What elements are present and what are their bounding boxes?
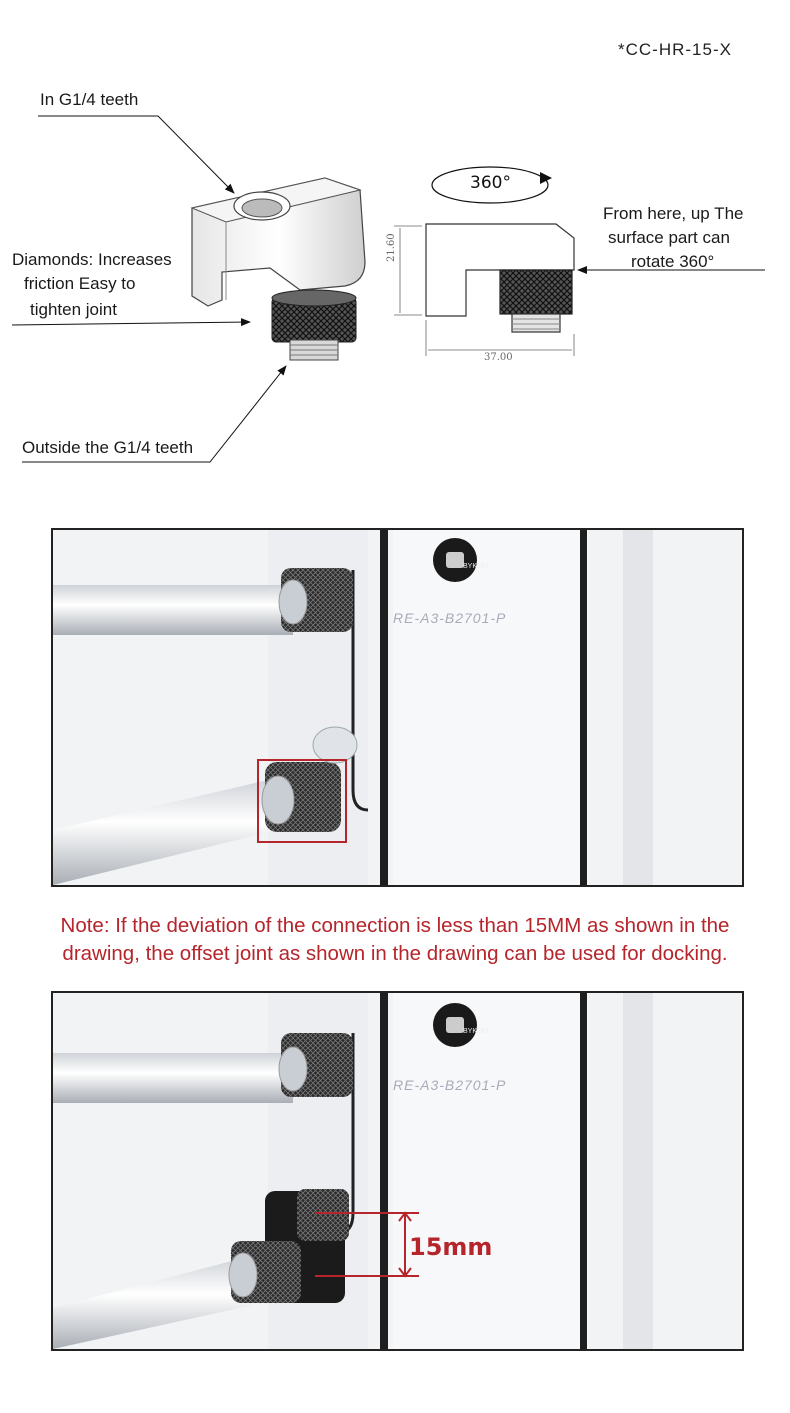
fitting-3d	[192, 178, 365, 360]
label-rotate-3: rotate 360°	[631, 252, 715, 271]
label-in-teeth: In G1/4 teeth	[40, 90, 139, 109]
label-rotate-2: surface part can	[608, 228, 730, 247]
photo1-scene	[53, 530, 742, 885]
offset-label: 15mm	[409, 1233, 493, 1261]
photo2-scene	[53, 993, 742, 1349]
install-photo-after	[51, 991, 744, 1351]
photo1-plate-text: RE-A3-B2701-P	[393, 610, 507, 626]
rotation-arrowhead	[540, 172, 552, 184]
product-diagram	[0, 0, 790, 490]
label-diamonds-1: Diamonds: Increases	[12, 250, 172, 269]
label-outside-teeth: Outside the G1/4 teeth	[22, 438, 194, 457]
leader-outside-teeth	[22, 366, 286, 462]
dim-height: 21.60	[386, 233, 397, 262]
leader-in-teeth	[38, 116, 234, 193]
model-code: *CC-HR-15-X	[618, 40, 732, 59]
install-photo-before	[51, 528, 744, 887]
fitting-side-view	[394, 224, 574, 356]
label-diamonds-3: tighten joint	[30, 300, 117, 319]
photo2-brand: BYKSKI	[463, 1028, 489, 1035]
docking-note	[0, 912, 790, 968]
rotation-badge-text: 360°	[470, 173, 511, 193]
label-diamonds-2: friction Easy to	[24, 274, 136, 293]
leader-diamonds	[12, 322, 250, 325]
photo2-plate-text: RE-A3-B2701-P	[393, 1077, 507, 1093]
label-rotate-1: From here, up The	[603, 204, 744, 223]
note-line-2: drawing, the offset joint as shown in the drawing can be used for docking.	[62, 942, 728, 965]
note-line-1: Note: If the deviation of the connection is less than 15MM as shown in the	[60, 914, 730, 937]
photo1-brand: BYKSKI	[463, 563, 489, 570]
dim-width: 37.00	[484, 352, 513, 363]
